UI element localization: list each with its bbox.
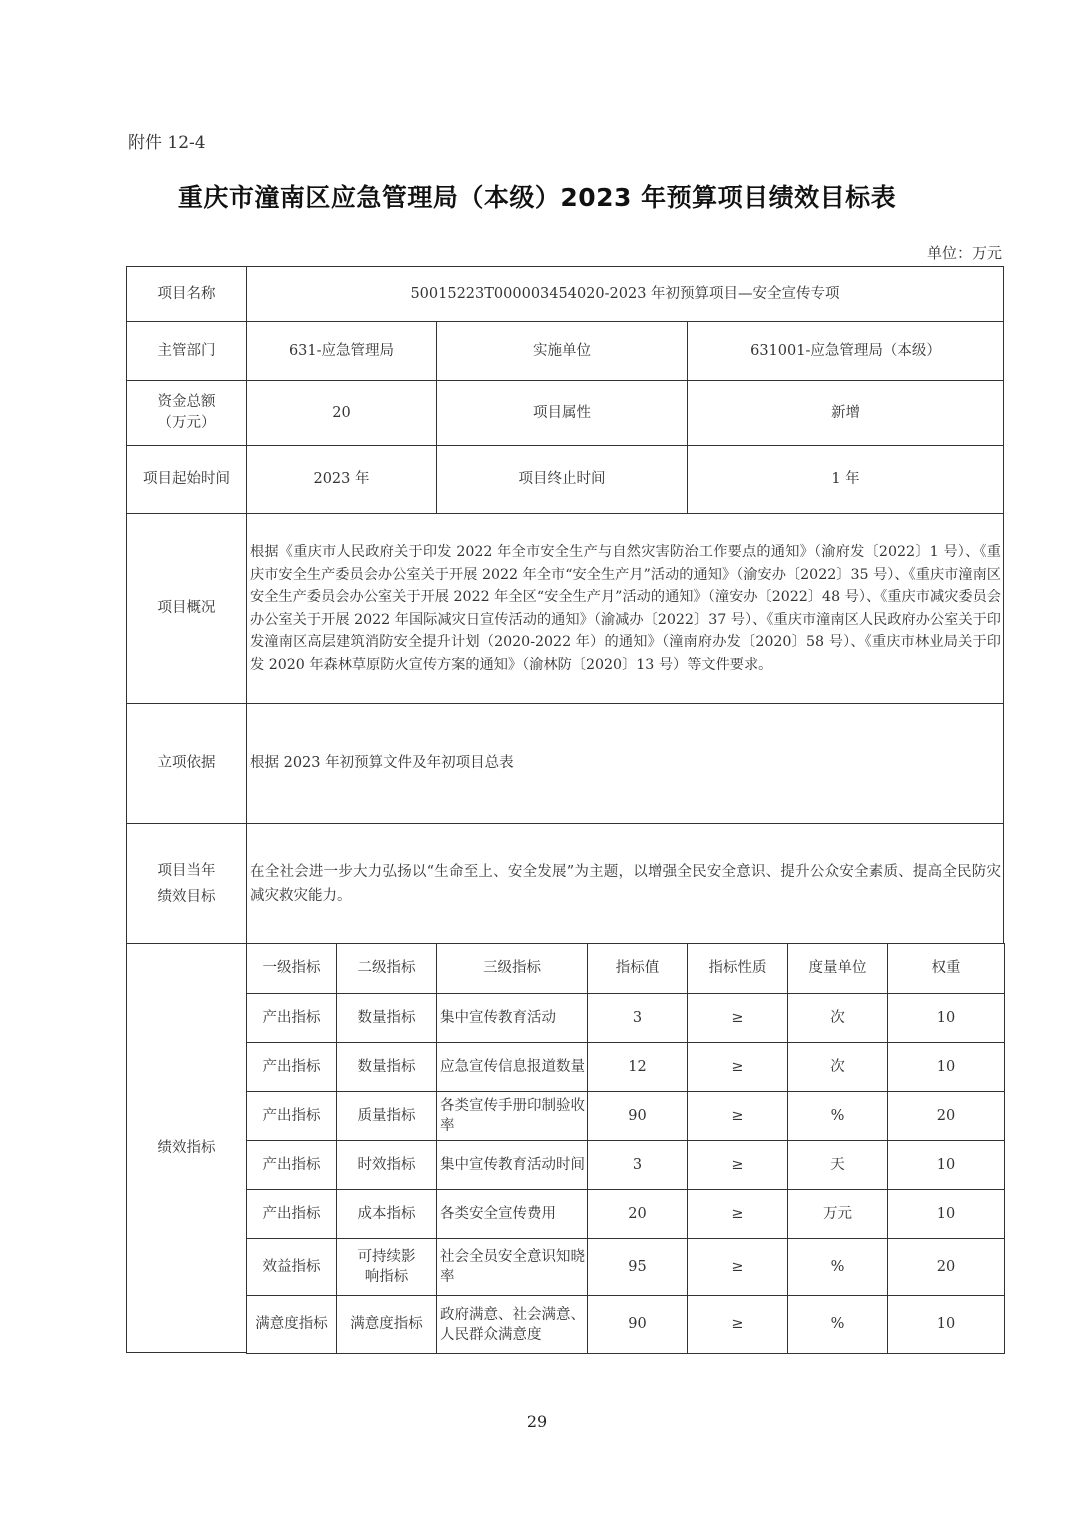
unit-label: 单位：万元 <box>926 244 1002 262</box>
indicator-cell-level1: 产出指标 <box>246 1189 337 1239</box>
indicator-cell-value: 12 <box>587 1042 688 1092</box>
indicator-cell-weight: 10 <box>887 1189 1005 1239</box>
end-value: 1 年 <box>687 445 1004 514</box>
basis-label: 立项依据 <box>126 703 247 824</box>
indicator-cell-level3: 集中宣传教育活动 <box>436 993 588 1043</box>
goal-label-line2: 绩效目标 <box>157 888 216 905</box>
indicator-cell-weight: 10 <box>887 993 1005 1043</box>
indicators-section-label: 绩效指标 <box>126 943 247 1353</box>
page-number: 29 <box>526 1412 548 1431</box>
indicator-cell-unit: % <box>787 1238 888 1296</box>
indicator-cell-level3: 各类安全宣传费用 <box>436 1189 588 1239</box>
goal-value: 在全社会进一步大力弘扬以“生命至上、安全发展”为主题，以增强全民安全意识、提升公众安全素质、提高全民防灾减灾救灾能力。 <box>246 823 1004 944</box>
indicator-cell-level3: 应急宣传信息报道数量 <box>436 1042 588 1092</box>
indicator-cell-level2: 数量指标 <box>336 993 437 1043</box>
indicator-cell-level2 <box>336 1238 437 1296</box>
indicator-cell-weight: 20 <box>887 1238 1005 1296</box>
indicator-cell-unit: 次 <box>787 1042 888 1092</box>
dept-value: 631-应急管理局 <box>246 321 437 381</box>
indicator-cell-nature: ≥ <box>687 993 788 1043</box>
fund-label-cell <box>126 380 247 446</box>
indicator-level2-text: 可持续影响指标 <box>357 1249 416 1285</box>
indicator-cell-nature: ≥ <box>687 1189 788 1239</box>
impl-value: 631001-应急管理局（本级） <box>687 321 1004 381</box>
indicator-header-weight: 权重 <box>887 943 1005 994</box>
indicator-cell-level2: 数量指标 <box>336 1042 437 1092</box>
indicator-cell-nature: ≥ <box>687 1091 788 1141</box>
project-name-value: 50015223T000003454020-2023 年初预算项目—安全宣传专项 <box>246 266 1004 322</box>
end-label: 项目终止时间 <box>436 445 688 514</box>
overview-value: 根据《重庆市人民政府关于印发 2022 年全市安全生产与自然灾害防治工作要点的通知》（渝府发〔2022〕1 号）、《重庆市安全生产委员会办公室关于开展 2022 年全市“安全生产月”活动的通知》（渝安办〔2022〕35 号）、《重庆市潼南区安全生产委员会办公室关于开展 2022 年全区“安全生产月”活动的通知》（潼安办〔2022〕48 号）、《重庆市减灾委员会办公室关于开展 2022 年国际减灾日宣传活动的通知》（渝减办〔2022〕37 号）、《重庆市潼南区人民政府办公室关于印发潼南区高层建筑消防安全提升计划（2020-2022 年）的通知》（潼南府办发〔2020〕58 号）、《重庆市林业局关于印发 2020 年森林草原防火宣传方案的通知》（渝林防〔2020〕13 号）等文件要求。 <box>246 513 1004 704</box>
indicator-cell-level1: 产出指标 <box>246 993 337 1043</box>
indicator-cell-level2: 满意度指标 <box>336 1295 437 1354</box>
indicator-cell-value: 3 <box>587 993 688 1043</box>
fund-value: 20 <box>246 380 437 446</box>
indicator-cell-level3: 社会全员安全意识知晓率 <box>436 1238 588 1296</box>
indicator-header-unit: 度量单位 <box>787 943 888 994</box>
start-label: 项目起始时间 <box>126 445 247 514</box>
indicator-header-level2: 二级指标 <box>336 943 437 994</box>
indicator-cell-unit: 次 <box>787 993 888 1043</box>
indicator-cell-level1: 满意度指标 <box>246 1295 337 1354</box>
indicator-cell-nature: ≥ <box>687 1140 788 1190</box>
fund-label: 资金总额（万元） <box>157 394 216 431</box>
indicator-cell-level3: 政府满意、社会满意、人民群众满意度 <box>436 1295 588 1354</box>
indicator-header-level1: 一级指标 <box>246 943 337 994</box>
indicator-cell-nature: ≥ <box>687 1238 788 1296</box>
indicator-cell-weight: 20 <box>887 1091 1005 1141</box>
indicator-cell-weight: 10 <box>887 1042 1005 1092</box>
indicator-header-nature: 指标性质 <box>687 943 788 994</box>
indicator-cell-value: 95 <box>587 1238 688 1296</box>
indicator-cell-value: 90 <box>587 1091 688 1141</box>
indicator-cell-value: 90 <box>587 1295 688 1354</box>
impl-label: 实施单位 <box>436 321 688 381</box>
indicator-cell-level2: 时效指标 <box>336 1140 437 1190</box>
dept-label: 主管部门 <box>126 321 247 381</box>
goal-label <box>126 823 247 944</box>
indicator-cell-level1: 效益指标 <box>246 1238 337 1296</box>
attachment-number: 附件 12-4 <box>128 133 206 153</box>
indicator-cell-nature: ≥ <box>687 1295 788 1354</box>
indicator-cell-unit: 万元 <box>787 1189 888 1239</box>
document-title: 重庆市潼南区应急管理局（本级）2023 年预算项目绩效目标表 <box>177 183 897 212</box>
indicator-header-level3: 三级指标 <box>436 943 588 994</box>
indicator-cell-level3: 集中宣传教育活动时间 <box>436 1140 588 1190</box>
attr-value: 新增 <box>687 380 1004 446</box>
indicator-cell-value: 3 <box>587 1140 688 1190</box>
indicator-cell-level3: 各类宣传手册印制验收率 <box>436 1091 588 1141</box>
indicator-cell-weight: 10 <box>887 1295 1005 1354</box>
basis-value: 根据 2023 年初预算文件及年初项目总表 <box>246 703 1004 824</box>
start-value: 2023 年 <box>246 445 437 514</box>
indicator-cell-weight: 10 <box>887 1140 1005 1190</box>
indicator-cell-level1: 产出指标 <box>246 1091 337 1141</box>
indicator-header-value: 指标值 <box>587 943 688 994</box>
goal-label-line1: 项目当年 <box>157 862 216 879</box>
indicator-cell-unit: % <box>787 1091 888 1141</box>
indicator-cell-nature: ≥ <box>687 1042 788 1092</box>
indicator-cell-level1: 产出指标 <box>246 1042 337 1092</box>
attr-label: 项目属性 <box>436 380 688 446</box>
indicator-cell-level1: 产出指标 <box>246 1140 337 1190</box>
overview-label: 项目概况 <box>126 513 247 704</box>
indicator-cell-level2: 成本指标 <box>336 1189 437 1239</box>
indicator-cell-unit: 天 <box>787 1140 888 1190</box>
project-name-label: 项目名称 <box>126 266 247 322</box>
indicator-cell-unit: % <box>787 1295 888 1354</box>
indicator-cell-value: 20 <box>587 1189 688 1239</box>
indicator-cell-level2: 质量指标 <box>336 1091 437 1141</box>
